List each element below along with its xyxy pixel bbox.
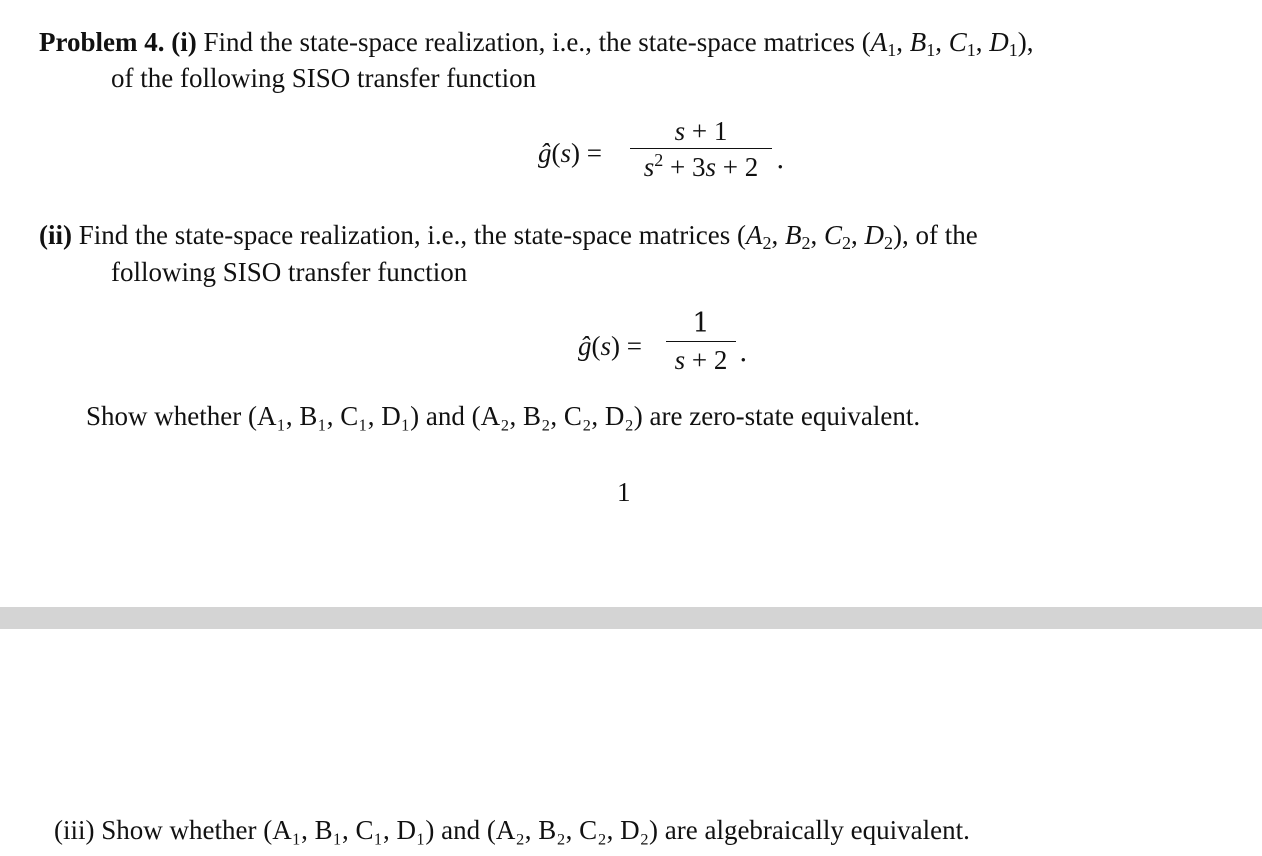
part-i-line-2: of the following SISO transfer function <box>111 63 537 93</box>
part-ii-line-1 <box>39 219 978 251</box>
equation-2-period: . <box>739 337 748 368</box>
equation-1-lhs: ĝ(s) = <box>538 138 602 168</box>
equation-2-lhs: ĝ(s) = <box>578 331 642 361</box>
part-i-line-1 <box>39 26 1033 58</box>
problem-heading: Problem 4. <box>39 27 165 57</box>
equation-2-numerator: 1 <box>692 308 710 339</box>
equation-1-denominator: $s^2 + 3s + 2$ <box>643 150 759 183</box>
part-iii-label: (iii) <box>54 815 95 845</box>
equation-1-fraction-bar <box>630 148 772 149</box>
part-i-matrices: ($A_1$, $B_1$, $C_1$, $D_1$), <box>861 27 1034 60</box>
part-i-label: (i) <box>171 27 197 57</box>
zero-state-question-text: Show whether (A₁, B₁, C₁, D₁) and (A₂, B₂, C₂, D₂) are zero-state equivalent. <box>86 401 921 431</box>
part-iii-line <box>54 814 970 846</box>
part-iii-question: Show whether (A₁, B₁, C₁, D₁) and (A₂, B₂, C₂, D₂) are algebraically equivalent. <box>101 815 970 845</box>
zero-state-question <box>86 400 920 432</box>
equation-2-denominator: s + 2 <box>674 345 728 376</box>
part-ii-label: (ii) <box>39 220 72 250</box>
equation-1-period: . <box>776 144 785 175</box>
equation-2-fraction-bar <box>666 341 736 342</box>
part-i-intro: Find the state-space realization, i.e., the state-space matrices <box>203 27 855 57</box>
page-separator <box>0 607 1262 629</box>
part-ii-intro: Find the state-space realization, i.e., the state-space matrices <box>78 220 731 250</box>
part-ii-intro-end: of the <box>915 220 978 250</box>
equation-1-fraction <box>630 116 772 182</box>
equation-2-fraction <box>666 309 736 375</box>
part-ii-line-2: following SISO transfer function <box>111 257 468 287</box>
part-ii-matrices: ($A_2$, $B_2$, $C_2$, $D_2$), <box>736 220 909 253</box>
page-number: 1 <box>617 477 631 507</box>
equation-1-numerator: s + 1 <box>674 116 728 146</box>
